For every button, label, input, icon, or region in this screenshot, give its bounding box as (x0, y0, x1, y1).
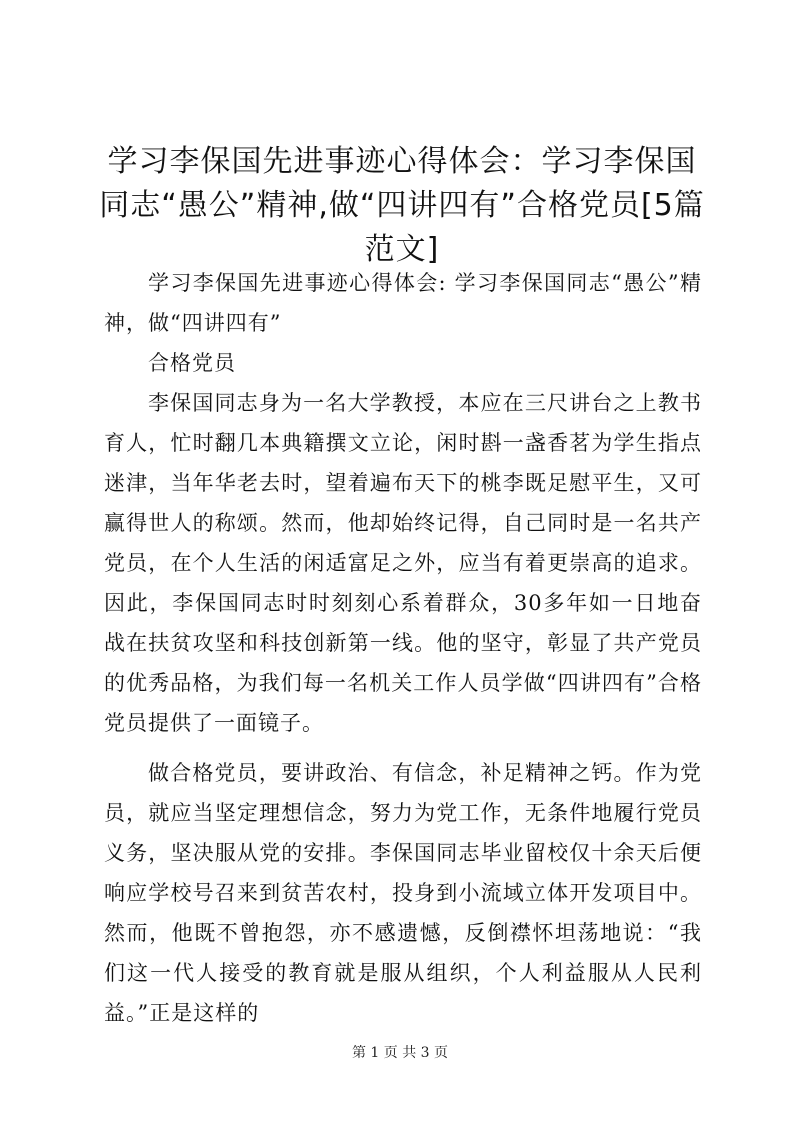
paragraph-subtitle: 学习李保国先进事迹心得体会: 学习李保国同志“愚公”精神，做“四讲四有” (104, 271, 702, 335)
paragraph-body: 做合格党员，要讲政治、有信念，补足精神之钙。作为党员，就应当坚定理想信念，努力为党工作，无条件地履行党员义务，坚决服从党的安排。李保国同志毕业留校仅十余天后便响应学校号召来到贫苦农村，投身到小流域立体开发项目中。然而，他既不曾抱怨，亦不感遗憾，反倒襟怀坦荡地说：“我们这一代人接受的教育就是服从组织，个人利益服从人民利益。”正是这样的 (104, 761, 702, 1025)
document-title: 学习李保国先进事迹心得体会：学习李保国同志“愚公”精神,做“四讲四有”合格党员[5篇范文] (99, 144, 705, 267)
document-body (104, 263, 702, 1043)
page-footer: 第 1 页 共 3 页 (351, 1045, 449, 1061)
paragraph-subtitle-continued: 合格党员 (148, 351, 236, 375)
paragraph-body: 李保国同志身为一名大学教授，本应在三尺讲台之上教书育人，忙时翻几本典籍撰文立论，闲时斟一盏香茗为学生指点迷津，当年华老去时，望着遍布天下的桃李既足慰平生，又可赢得世人的称颂。然而，他却始终记得，自己同时是一名共产党员，在个人生活的闲适富足之外，应当有着更崇高的追求。因此，李保国同志时时刻刻心系着群众，30多年如一日地奋战在扶贫攻坚和科技创新第一线。他的坚守，彰显了共产党员的优秀品格，为我们每一名机关工作人员学做“四讲四有”合格党员提供了一面镜子。 (104, 391, 702, 735)
